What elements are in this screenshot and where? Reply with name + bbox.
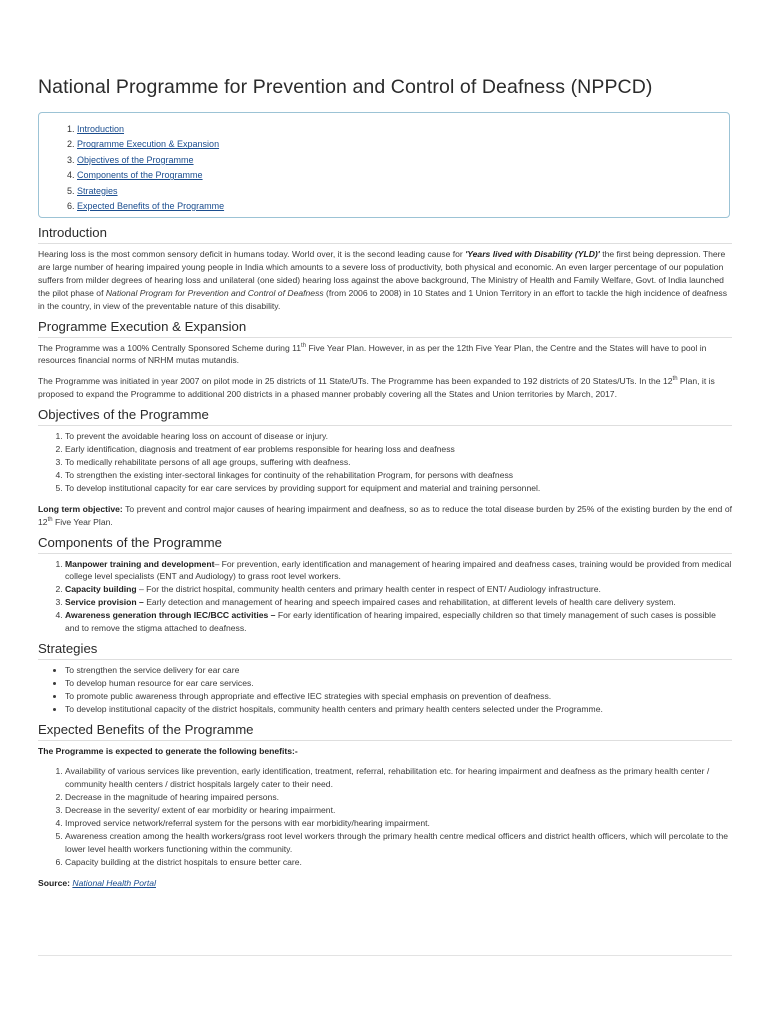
source-line	[38, 877, 732, 890]
long-term-label: Long term objective:	[38, 503, 123, 514]
benefits-list	[38, 765, 732, 868]
objectives-list	[38, 430, 732, 495]
section-components	[38, 535, 732, 635]
toc-link-objectives[interactable]: Objectives of the Programme	[77, 154, 194, 165]
list-item: 2. Decrease in the magnitude of hearing impaired persons.	[65, 791, 732, 804]
benefits-lead-text: The Programme is expected to generate the following benefits:-	[38, 745, 298, 756]
intro-paragraph	[38, 248, 732, 313]
components-list	[38, 558, 732, 635]
benefits-lead	[38, 745, 732, 758]
superscript: th	[672, 376, 678, 383]
list-item: 5. To develop institutional capacity for ear care services by providing support for equipment and material and training personnel.	[65, 482, 732, 495]
section-heading: Introduction	[38, 225, 732, 244]
list-item	[65, 596, 732, 609]
list-item: 6. Capacity building at the district hospitals to ensure better care.	[65, 856, 732, 869]
list-item: 4. Improved service network/referral system for the persons with ear morbidity/hearing impairment.	[65, 817, 732, 830]
section-heading: Programme Execution & Expansion	[38, 319, 732, 338]
superscript: th	[301, 342, 307, 349]
list-item: • To strengthen the service delivery for ear care	[65, 664, 732, 677]
long-term-end: Five Year Plan.	[52, 516, 113, 527]
list-item	[65, 583, 732, 596]
intro-text-3: (from 2006 to 2008) in 10 States and 1 Union Territory in an effort to tackle the high incidence of deafness in the country, in view of the preventable nature of this disability.	[38, 287, 728, 311]
section-introduction	[38, 225, 732, 313]
list-item: 4. To strengthen the existing inter-sectoral linkages for continuity of the rehabilitation Program, for persons with deafness	[65, 469, 732, 482]
component-text: Early detection and management of hearing and speech impaired cases and rehabilitation, at different levels of health care delivery system.	[143, 597, 676, 608]
section-heading: Expected Benefits of the Programme	[38, 722, 732, 741]
list-item: 1. Availability of various services like prevention, early identification, treatment, referral, rehabilitation etc. for hearing impairment and deafness as the primary health center / community health centers / district hospitals largely cater to their need.	[65, 765, 732, 791]
component-text: For early identification of hearing impaired, especially children so that timely management of such cases is possible and to remove the stigma attached to deafness.	[65, 610, 716, 634]
intro-text-2: the first being depression. There are large number of hearing impaired young people in India which amounts to a severe loss of productivity, both physical and economic. An even larger percentage of our population suffers from milder degrees of hearing loss and unilateral (one sided) hearing loss against the above background, The Ministry of Health and Family Welfare, Govt. of India launched the pilot phase of	[38, 249, 726, 298]
component-label: Service provision –	[65, 597, 144, 608]
toc-link-execution[interactable]: Programme Execution & Expansion	[77, 139, 220, 150]
source-link[interactable]: National Health Portal	[72, 877, 156, 888]
long-term-objective	[38, 503, 732, 529]
component-text: – For prevention, early identification and management of hearing impaired and deafness cases, training would be provided from medical college level specialists (ENT and Audiology) to grass root level workers.	[65, 558, 732, 582]
execution-paragraph-1	[38, 342, 732, 368]
toc-link-benefits[interactable]: Expected Benefits of the Programme	[77, 200, 225, 211]
page-title: National Programme for Prevention and Control of Deafness (NPPCD)	[38, 76, 653, 98]
toc-item	[77, 199, 729, 214]
toc-item	[77, 137, 729, 152]
component-label: Manpower training and development	[65, 558, 215, 569]
execution-text: Plan, it is proposed to expand the Programme to additional 200 districts in a phased manner probably covering all the States and Union territories by March, 2017.	[38, 376, 715, 400]
toc-item	[77, 184, 729, 199]
list-item: • To develop human resource for ear care services.	[65, 677, 732, 690]
footer-divider	[38, 955, 732, 956]
execution-text: The Programme was a 100% Centrally Sponsored Scheme during 11	[38, 342, 302, 353]
section-heading: Objectives of the Programme	[38, 407, 732, 426]
list-item: • To develop institutional capacity of the district hospitals, community health centers and primary health centers selected under the Programme.	[65, 703, 732, 716]
component-label: Capacity building	[65, 584, 137, 595]
list-item: 3. Decrease in the severity/ extent of ear morbidity or hearing impairment.	[65, 804, 732, 817]
section-strategies	[38, 641, 732, 716]
intro-emphasis-program: National Program for Prevention and Control of Deafness	[105, 287, 324, 298]
toc-item	[77, 168, 729, 183]
source-label: Source:	[38, 877, 70, 888]
section-benefits	[38, 722, 732, 890]
section-heading: Strategies	[38, 641, 732, 660]
superscript: th	[47, 516, 53, 523]
section-objectives	[38, 407, 732, 528]
execution-text: Five Year Plan. However, in as per the 12th Five Year Plan, the Centre and the States will have to pool in resources financial norms of NRHM mutas mutandis.	[38, 342, 707, 366]
toc-link-introduction[interactable]: Introduction	[77, 124, 125, 134]
component-text: – For the district hospital, community health centers and primary health center in respect of ENT/ Audiology infrastructure.	[136, 584, 601, 595]
article-body	[38, 225, 732, 896]
strategies-list	[38, 664, 732, 716]
list-item: 5. Awareness creation among the health workers/grass root level workers through the primary health centre medical officers and district health officers, which will percolate to the lower level health workers functioning within the community.	[65, 830, 732, 856]
list-item	[65, 558, 732, 584]
toc-link-components[interactable]: Components of the Programme	[77, 170, 203, 181]
table-of-contents	[38, 112, 730, 218]
toc-item	[77, 122, 729, 137]
component-label: Awareness generation through IEC/BCC activities –	[65, 610, 276, 621]
execution-text: The Programme was initiated in year 2007 on pilot mode in 25 districts of 11 State/UTs. The Programme has been expanded to 192 districts of 20 States/UTs. In the 12	[38, 376, 673, 387]
long-term-text: To prevent and control major causes of hearing impairment and deafness, so as to reduce the total disease burden by 25% of the existing burden by the end of 12	[38, 503, 732, 527]
list-item: • To promote public awareness through appropriate and effective IEC strategies with special emphasis on prevention of deafness.	[65, 690, 732, 703]
list-item: 2. Early identification, diagnosis and treatment of ear problems responsible for hearing loss and deafness	[65, 443, 732, 456]
intro-text-1: Hearing loss is the most common sensory deficit in humans today. World over, it is the second leading cause for	[38, 249, 466, 259]
section-execution	[38, 319, 732, 402]
list-item	[65, 609, 732, 635]
toc-link-strategies[interactable]: Strategies	[77, 185, 118, 196]
list-item: 3. To medically rehabilitate persons of all age groups, suffering with deafness.	[65, 456, 732, 469]
toc-item	[77, 153, 729, 168]
execution-paragraph-2	[38, 375, 732, 401]
list-item: 1. To prevent the avoidable hearing loss on account of disease or injury.	[65, 430, 732, 443]
intro-emphasis-yld: 'Years lived with Disability (YLD)'	[465, 249, 600, 259]
section-heading: Components of the Programme	[38, 535, 732, 554]
